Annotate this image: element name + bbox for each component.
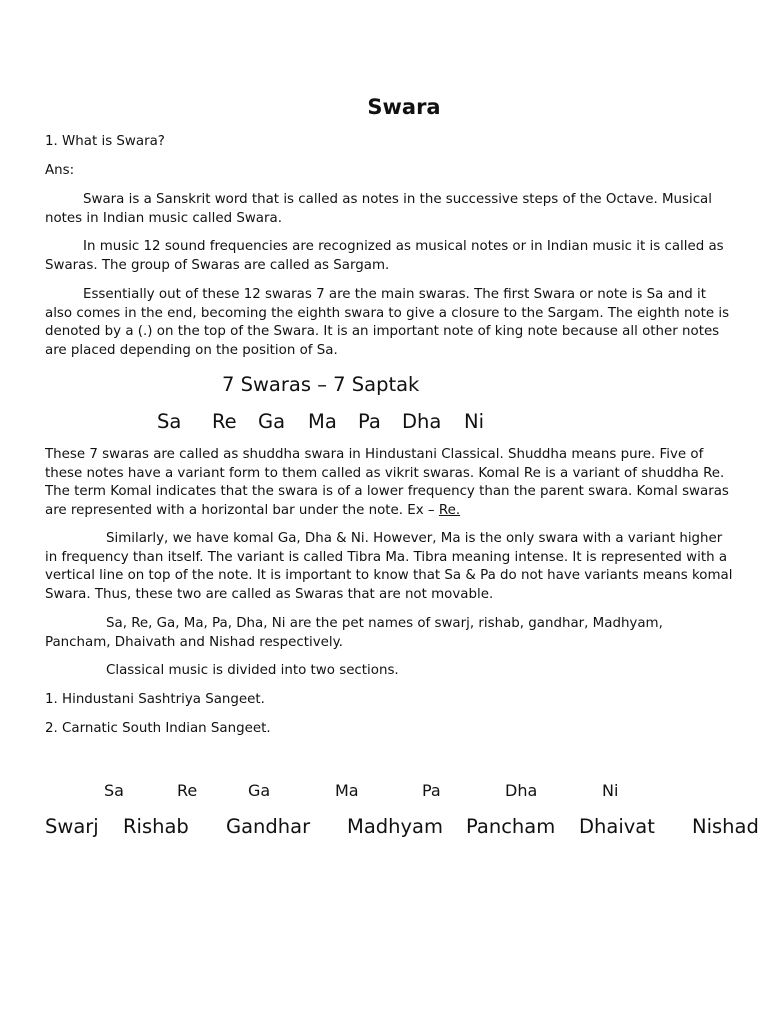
paragraph-line: Sa, Re, Ga, Ma, Pa, Dha, Ni are the pet names of swarj, rishab, gandhar, Madhyam, [106, 616, 663, 631]
short-name: Ma [335, 781, 359, 800]
short-name: Ga [248, 781, 271, 800]
paragraph-1 [45, 191, 763, 228]
paragraph-line: also comes in the end, becoming the eighth swara to give a closure to the Sargam. The eighth note is [45, 305, 730, 321]
note-ga: Ga [258, 410, 286, 433]
note-pa: Pa [358, 410, 381, 433]
full-name: Madhyam [347, 815, 443, 838]
paragraph-line: denoted by a (.) on the top of the Swara. It is an important note of king note because all other notes [45, 324, 720, 340]
page-title: Swara [367, 95, 441, 119]
paragraph-line: Swara is a Sanskrit word that is called as notes in the successive steps of the Octave. Musical [83, 192, 712, 207]
note-ni: Ni [464, 410, 485, 433]
paragraph-line: vertical line on top of the note. It is important to know that Sa & Pa do not have variants means komal [45, 568, 733, 584]
paragraph-7: Classical music is divided into two sections. [106, 663, 399, 678]
full-name: Dhaivat [579, 815, 655, 838]
paragraph-line: Swara. Thus, these two are called as Swaras that are not movable. [45, 586, 494, 602]
paragraph-line: These 7 swaras are called as shuddha swara in Hindustani Classical. Shuddha means pure. Five of [45, 447, 704, 462]
paragraph-5 [45, 530, 763, 604]
paragraph-line: Pancham, Dhaivath and Nishad respectively. [45, 634, 343, 650]
full-name: Gandhar [226, 815, 311, 838]
paragraph-line: are placed depending on the position of Sa. [45, 342, 338, 358]
saptak-heading: 7 Swaras – 7 Saptak [222, 373, 420, 396]
note-re: Re [212, 410, 237, 433]
paragraph-line: The term Komal indicates that the swara is of a lower frequency than the parent swara. Komal swaras [45, 484, 729, 500]
short-name: Ni [602, 781, 619, 800]
short-name: Dha [505, 781, 538, 800]
komal-re-example: Re. [438, 502, 461, 518]
full-name: Rishab [123, 815, 189, 838]
paragraph-line: in frequency than itself. The variant is called Tibra Ma. Tibra meaning intense. It is represented with a [45, 549, 728, 565]
answer-label: Ans: [45, 163, 75, 178]
short-name: Sa [104, 781, 124, 800]
full-name: Swarj [45, 815, 99, 838]
note-ma: Ma [308, 410, 337, 433]
paragraph-line [45, 502, 763, 521]
paragraph-4 [45, 446, 763, 520]
full-name: Nishad [692, 815, 759, 838]
list-item: 1. Hindustani Sashtriya Sangeet. [45, 692, 265, 707]
paragraph-line: In music 12 sound frequencies are recognized as musical notes or in Indian music it is called as [83, 239, 724, 254]
paragraph-line: Swaras. The group of Swaras are called as Sargam. [45, 257, 390, 273]
paragraph-6 [45, 615, 763, 652]
list-item: 2. Carnatic South Indian Sangeet. [45, 721, 271, 736]
paragraph-line-text: are represented with a horizontal bar under the note. Ex – [45, 502, 439, 518]
paragraph-line: Essentially out of these 12 swaras 7 are the main swaras. The first Swara or note is Sa and it [83, 287, 706, 302]
note-sa: Sa [157, 410, 182, 433]
full-name: Pancham [466, 815, 556, 838]
paragraph-2 [45, 238, 763, 275]
short-name: Pa [422, 781, 441, 800]
short-name: Re [177, 781, 198, 800]
paragraph-line: these notes have a variant form to them called as vikrit swaras. Komal Re is a variant of shuddha Re. [45, 465, 725, 481]
paragraph-3 [45, 286, 763, 360]
note-dha: Dha [402, 410, 442, 433]
question-1: 1. What is Swara? [45, 134, 165, 149]
paragraph-line: Similarly, we have komal Ga, Dha & Ni. However, Ma is the only swara with a variant higher [106, 531, 723, 546]
paragraph-line: notes in Indian music called Swara. [45, 210, 282, 226]
